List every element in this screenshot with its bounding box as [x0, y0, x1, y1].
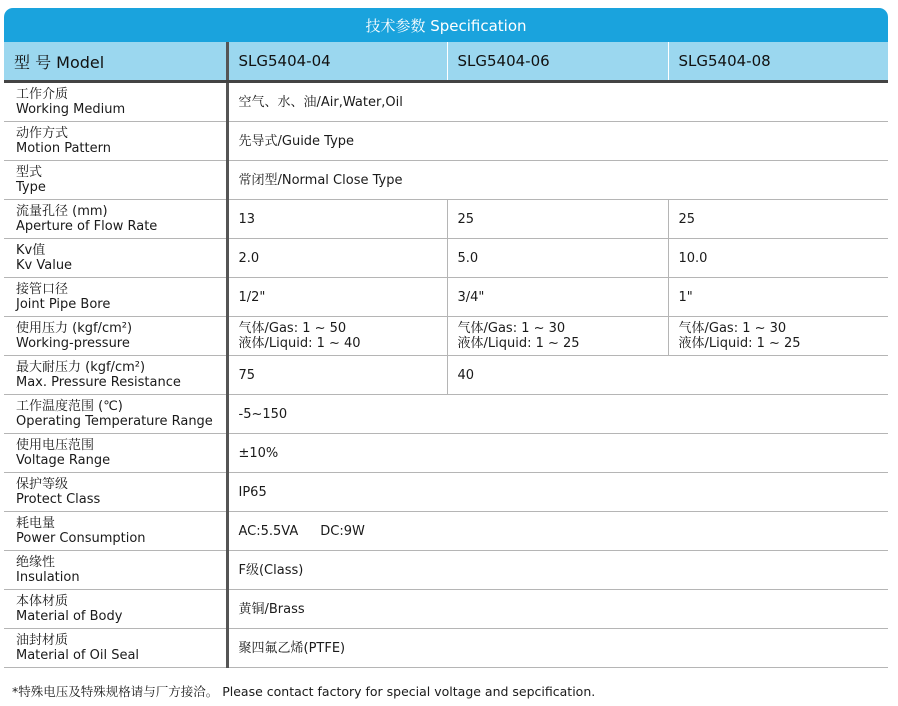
table-row: [4, 512, 888, 551]
table-row: [4, 239, 888, 278]
row-label: 动作方式 Motion Pattern: [4, 122, 227, 161]
row-value: 40: [447, 356, 888, 395]
ac-power: AC:5.5VA: [238, 523, 299, 539]
row-value: 气体/Gas: 1 ~ 30 液体/Liquid: 1 ~ 25: [447, 317, 668, 356]
table-row: [4, 317, 888, 356]
row-label: 耗电量 Power Consumption: [4, 512, 227, 551]
row-label: Kv值 Kv Value: [4, 239, 227, 278]
row-value: 13: [227, 200, 447, 239]
row-value: 1/2": [227, 278, 447, 317]
row-label: 绝缘性 Insulation: [4, 551, 227, 590]
table-row: [4, 629, 888, 668]
model-column-1: SLG5404-04: [227, 42, 447, 82]
row-value: 75: [227, 356, 447, 395]
row-value: [227, 512, 888, 551]
row-value: IP65: [227, 473, 888, 512]
row-value: -5~150: [227, 395, 888, 434]
table-row: [4, 473, 888, 512]
row-label: 保护等级 Protect Class: [4, 473, 227, 512]
header-row: [4, 42, 888, 82]
dc-power: DC:9W: [320, 523, 365, 539]
table-row: [4, 551, 888, 590]
table-row: [4, 434, 888, 473]
row-value: 1": [668, 278, 888, 317]
row-value: 2.0: [227, 239, 447, 278]
row-label: 工作介质 Working Medium: [4, 82, 227, 122]
table-row: [4, 278, 888, 317]
spec-banner: 技术参数 Specification: [4, 8, 888, 42]
row-label: 接管口径 Joint Pipe Bore: [4, 278, 227, 317]
row-value: 黄铜/Brass: [227, 590, 888, 629]
table-row: [4, 82, 888, 122]
model-column-2: SLG5404-06: [447, 42, 668, 82]
table-row: [4, 122, 888, 161]
row-value: 聚四氟乙烯(PTFE): [227, 629, 888, 668]
spec-table: [4, 42, 888, 668]
row-label: 使用压力 (kgf/cm²) Working-pressure: [4, 317, 227, 356]
row-value: 气体/Gas: 1 ~ 30 液体/Liquid: 1 ~ 25: [668, 317, 888, 356]
row-value: 3/4": [447, 278, 668, 317]
row-value: 5.0: [447, 239, 668, 278]
row-value: F级(Class): [227, 551, 888, 590]
row-label: 工作温度范围 (℃) Operating Temperature Range: [4, 395, 227, 434]
table-row: [4, 590, 888, 629]
row-label: 使用电压范围 Voltage Range: [4, 434, 227, 473]
row-value: 常闭型/Normal Close Type: [227, 161, 888, 200]
row-value: 空气、水、油/Air,Water,Oil: [227, 82, 888, 122]
row-label: 最大耐压力 (kgf/cm²) Max. Pressure Resistance: [4, 356, 227, 395]
row-label: 油封材质 Material of Oil Seal: [4, 629, 227, 668]
row-value: 气体/Gas: 1 ~ 50 液体/Liquid: 1 ~ 40: [227, 317, 447, 356]
row-value: ±10%: [227, 434, 888, 473]
model-column-3: SLG5404-08: [668, 42, 888, 82]
table-row: [4, 356, 888, 395]
footnote: *特殊电压及特殊规格请与厂方接洽。 Please contact factory for special voltage and sepcification.: [12, 684, 596, 699]
row-value: 10.0: [668, 239, 888, 278]
row-value: 25: [668, 200, 888, 239]
row-value: 25: [447, 200, 668, 239]
row-label: 型式 Type: [4, 161, 227, 200]
table-row: [4, 161, 888, 200]
table-row: [4, 200, 888, 239]
row-label: 流量孔径 (mm) Aperture of Flow Rate: [4, 200, 227, 239]
model-header: 型 号 Model: [4, 42, 227, 82]
table-row: [4, 395, 888, 434]
row-label: 本体材质 Material of Body: [4, 590, 227, 629]
row-value: 先导式/Guide Type: [227, 122, 888, 161]
